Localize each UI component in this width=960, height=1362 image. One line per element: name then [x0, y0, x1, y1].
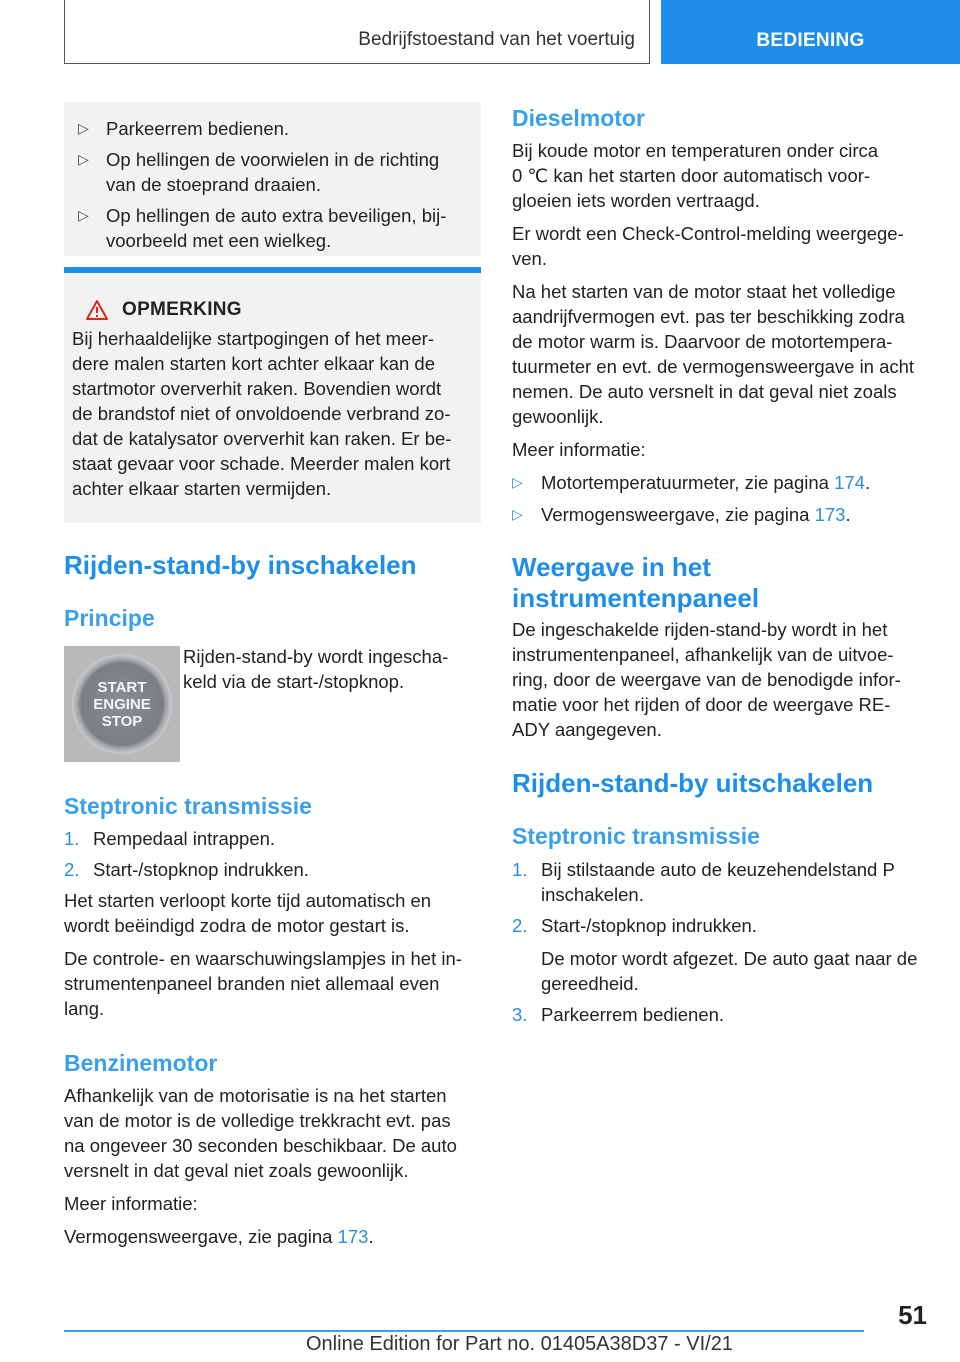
paragraph: Het starten verloopt korte tijd automatisch en wordt beëindigd zodra de motor gestart is. [64, 890, 432, 936]
running-header-title: Bedrijfstoestand van het voertuig [64, 0, 650, 64]
page-number: 51 [898, 1300, 927, 1330]
list-item: 1. Bij stilstaande auto de keuzehendelstand P inschakelen. [512, 859, 895, 905]
list-item: ▷ Motortemperatuurmeter, zie pagina 174. [512, 472, 871, 493]
paragraph: De ingeschakelde rijden-stand-by wordt in het instrumentenpaneel, afhankelijk van de uitvoe- ring, door de weergave van de benodigde infor- matie voor het rijden of door de weergave RE- ADY aangegeven. [512, 619, 901, 740]
list-item: ▷ Vermogensweergave, zie pagina 173. [512, 504, 851, 525]
list-item: 1. Rempedaal intrappen. [64, 828, 276, 849]
steptronic-steps [64, 826, 481, 1029]
list-item: 3. Parkeerrem bedienen. [512, 1004, 725, 1025]
footer-divider [64, 1330, 864, 1332]
more-info-label: Meer informatie: [64, 1193, 198, 1214]
triangle-right-outline-icon: ▷ [512, 474, 523, 490]
triangle-right-outline-icon: ▷ [78, 120, 89, 136]
warning-triangle-icon [86, 300, 108, 320]
heading-steptronic-transmissie-off: Steptronic transmissie [512, 823, 760, 849]
start-engine-stop-button-image [64, 646, 180, 762]
triangle-right-outline-icon: ▷ [78, 207, 89, 223]
heading-rijden-stand-by-inschakelen: Rijden-stand-by inschakelen [64, 550, 417, 580]
page-link-174[interactable]: 174 [834, 472, 865, 493]
page-link-173[interactable]: 173 [814, 504, 846, 525]
paragraph: Er wordt een Check-Control-melding weergege- ven. [512, 223, 904, 269]
principe-text: Rijden-stand-by wordt ingescha- keld via de start-/stopknop. [183, 646, 449, 692]
list-item: ▷ Parkeerrem bedienen. [78, 118, 290, 139]
triangle-right-outline-icon: ▷ [512, 506, 523, 522]
paragraph: Bij koude motor en temperaturen onder circa 0 ℃ kan het starten door automatisch voor- gloeien iets worden vertraagd. [512, 140, 879, 211]
list-item: ▷ Op hellingen de voorwielen in de richting van de stoeprand draaien. [78, 149, 440, 195]
paragraph: De controle- en waarschuwingslampjes in het in- strumentenpaneel branden niet allemaal even lang. [64, 948, 462, 1019]
heading-dieselmotor: Dieselmotor [512, 105, 645, 131]
heading-steptronic-transmissie: Steptronic transmissie [64, 793, 312, 819]
paragraph: Na het starten van de motor staat het volledige aandrijfvermogen evt. pas ter beschikking zodra de motor warm is. Daarvoor de motortempera- tuurmeter en evt. de vermogensweergave in acht nemen. De auto versnelt in dat geval niet zoals gewoonlijk. [512, 281, 915, 427]
heading-weergave-in-het-instrumentenpaneel: Weergave in het instrumentenpaneel [512, 552, 760, 613]
list-item: 2. Start-/stopknop indrukken. De motor wordt afgezet. De auto gaat naar de gereedheid. [512, 913, 932, 996]
more-info-label: Meer informatie: [512, 439, 646, 460]
notice-box [64, 267, 481, 523]
heading-rijden-stand-by-uitschakelen: Rijden-stand-by uitschakelen [512, 768, 874, 798]
dieselmotor-text [512, 138, 932, 534]
notice-title: OPMERKING [122, 299, 242, 320]
triangle-right-outline-icon: ▷ [78, 151, 89, 167]
benzinemotor-text [64, 1083, 481, 1257]
heading-benzinemotor: Benzinemotor [64, 1050, 218, 1076]
parking-measures-box [64, 102, 481, 256]
bullet-list [64, 102, 481, 273]
notice-text: Bij herhaaldelijke startpogingen of het meer- dere malen starten kort achter elkaar kan de startmotor oververhit raken. Bovendien wordt de brandstof niet of onvoldoende verbrand zo- dat de katalysator oververhit kan raken. Er be- staat gevaar voor schade. Meerder malen kort achter elkaar starten vermijden. [72, 328, 452, 499]
start-stop-button-icon: START ENGINE STOP [72, 654, 172, 754]
reference-vermogensweergave: Vermogensweergave, zie pagina 173. [64, 1226, 374, 1247]
heading-principe: Principe [64, 605, 155, 631]
section-tab-bediening[interactable]: BEDIENING [661, 0, 960, 64]
page-link-173[interactable]: 173 [337, 1226, 369, 1247]
paragraph: Afhankelijk van de motorisatie is na het starten van de motor is de volledige trekkracht evt. pas na ongeveer 30 seconden beschikbaar. De auto versnelt in dat geval niet zoals gewoonlijk. [64, 1085, 457, 1181]
step-result: De motor wordt afgezet. De auto gaat naar de gereedheid. [541, 948, 918, 994]
notice-header [72, 297, 471, 322]
weergave-text [512, 617, 932, 750]
list-item: 2. Start-/stopknop indrukken. [64, 859, 309, 880]
edition-footer: Online Edition for Part no. 01405A38D37 - VI/21 [306, 1333, 733, 1355]
uitschakelen-steps [512, 857, 932, 1033]
list-item: ▷ Op hellingen de auto extra beveiligen, bij-voorbeeld met een wielkeg. [78, 205, 447, 251]
